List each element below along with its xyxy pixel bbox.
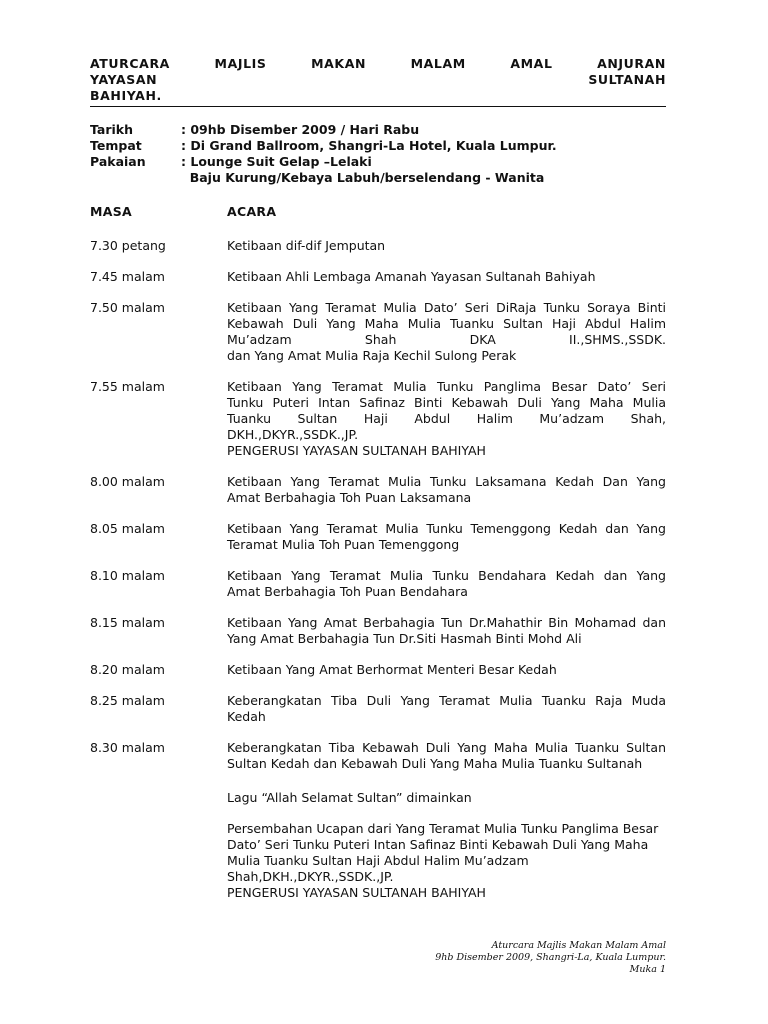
info-row-attire [90,154,666,170]
schedule-event [227,379,666,459]
speech-line: Shah,DKH.,DKYR.,SSDK.,JP. [227,869,394,884]
schedule-time: 7.45 malam [90,269,165,284]
event-line: Sultan Kedah dan Kebawah Duli Yang Maha Mulia Tuanku Sultanah [227,756,643,771]
info-label: Tempat [90,138,142,153]
schedule-time: 7.50 malam [90,300,165,315]
info-row-venue [90,138,666,154]
footer-line-2: 9hb Disember 2009, Shangri-La, Kuala Lumpur. [435,952,666,963]
info-label [90,170,181,186]
schedule-event [227,474,666,506]
event-line: Tunku Puteri Intan Safinaz Binti Kebawah Duli Yang Maha Mulia [227,395,666,410]
schedule-time: 8.05 malam [90,521,165,536]
info-row-attire-women [90,170,666,186]
schedule-row [90,474,666,506]
schedule-time: 7.55 malam [90,379,165,394]
footer-line-3: Muka 1 [629,964,666,975]
speech-line: PENGERUSI YAYASAN SULTANAH BAHIYAH [227,885,486,900]
footer-line-1: Aturcara Majlis Makan Malam Amal [491,940,666,951]
schedule-row [90,379,666,459]
schedule-row [90,269,666,285]
schedule-list [90,238,666,772]
schedule-row [90,300,666,364]
column-header-time: MASA [90,204,132,219]
event-line: Ketibaan Yang Teramat Mulia Tunku Bendahara Kedah dan Yang [227,568,666,583]
schedule-event [227,238,666,254]
speech-line: Persembahan Ucapan dari Yang Teramat Mulia Tunku Panglima Besar [227,821,659,836]
schedule-row [90,521,666,553]
schedule-event [227,269,666,285]
schedule-time: 8.20 malam [90,662,165,677]
schedule-event [227,521,666,553]
title-line-2: BAHIYAH. [90,88,162,103]
event-line: Keberangkatan Tiba Duli Yang Teramat Mulia Tuanku Raja Muda [227,693,666,708]
event-line: Ketibaan Yang Teramat Mulia Dato’ Seri DiRaja Tunku Soraya Binti [227,300,666,315]
document-title [90,56,666,104]
speech-line: Mulia Tuanku Sultan Haji Abdul Halim Mu’adzam [227,853,529,868]
event-line: Mu’adzam Shah DKA II.,SHMS.,SSDK. [227,332,666,347]
schedule-row [90,568,666,600]
event-line: Ketibaan Yang Amat Berbahagia Tun Dr.Mahathir Bin Mohamad dan [227,615,666,630]
event-line: dan Yang Amat Mulia Raja Kechil Sulong Perak [227,348,517,363]
info-value: : Lounge Suit Gelap –Lelaki [181,154,372,169]
event-line: Tuanku Sultan Haji Abdul Halim Mu’adzam Shah, [227,411,666,426]
schedule-row [90,662,666,678]
document-page [90,56,666,901]
event-line: Yang Amat Berbahagia Tun Dr.Siti Hasmah Binti Mohd Ali [227,631,582,646]
event-line: Ketibaan dif-dif Jemputan [227,238,386,253]
info-value: : 09hb Disember 2009 / Hari Rabu [181,122,420,137]
schedule-row [90,615,666,647]
speech-note [227,821,666,901]
schedule-time: 8.10 malam [90,568,165,583]
event-line: Amat Berbahagia Toh Puan Laksamana [227,490,472,505]
schedule-event [227,300,666,364]
schedule-row [90,238,666,254]
event-line: Ketibaan Yang Teramat Mulia Tunku Panglima Besar Dato’ Seri [227,379,666,394]
column-header-event: ACARA [227,204,277,219]
title-underline [90,106,666,107]
event-info [90,122,666,186]
anthem-note: Lagu “Allah Selamat Sultan” dimainkan [227,790,472,805]
schedule-time: 8.25 malam [90,693,165,708]
event-line: Kebawah Duli Yang Maha Mulia Tuanku Sultan Haji Abdul Halim [227,316,666,331]
event-line: Kedah [227,709,266,724]
event-line: Ketibaan Ahli Lembaga Amanah Yayasan Sultanah Bahiyah [227,269,596,284]
schedule-event [227,568,666,600]
event-line: Keberangkatan Tiba Kebawah Duli Yang Maha Mulia Tuanku Sultan [227,740,666,755]
schedule-event [227,615,666,647]
info-label: Pakaian [90,154,146,169]
info-value: Baju Kurung/Kebaya Labuh/berselendang - Wanita [181,170,545,185]
schedule-event [227,693,666,725]
event-line: PENGERUSI YAYASAN SULTANAH BAHIYAH [227,443,486,458]
info-row-date [90,122,666,138]
schedule-event [227,662,666,678]
info-value: : Di Grand Ballroom, Shangri-La Hotel, Kuala Lumpur. [181,138,557,153]
schedule-time: 7.30 petang [90,238,166,253]
schedule-row [90,693,666,725]
schedule-header [90,204,666,220]
speech-line: Dato’ Seri Tunku Puteri Intan Safinaz Binti Kebawah Duli Yang Maha [227,837,649,852]
event-line: Amat Berbahagia Toh Puan Bendahara [227,584,468,599]
schedule-time: 8.30 malam [90,740,165,755]
title-line-1: ATURCARA MAJLIS MAKAN MALAM AMAL ANJURAN YAYASAN SULTANAH [90,56,666,87]
schedule-time: 8.15 malam [90,615,165,630]
event-line: DKH.,DKYR.,SSDK.,JP. [227,427,359,442]
page-footer [435,940,666,976]
schedule-row [90,740,666,772]
event-line: Ketibaan Yang Amat Berhormat Menteri Besar Kedah [227,662,557,677]
event-line: Ketibaan Yang Teramat Mulia Tunku Temenggong Kedah dan Yang [227,521,666,536]
schedule-time: 8.00 malam [90,474,165,489]
event-line: Ketibaan Yang Teramat Mulia Tunku Laksamana Kedah Dan Yang [227,474,666,489]
info-label: Tarikh [90,122,134,137]
event-line: Teramat Mulia Toh Puan Temenggong [227,537,460,552]
schedule-event [227,740,666,772]
